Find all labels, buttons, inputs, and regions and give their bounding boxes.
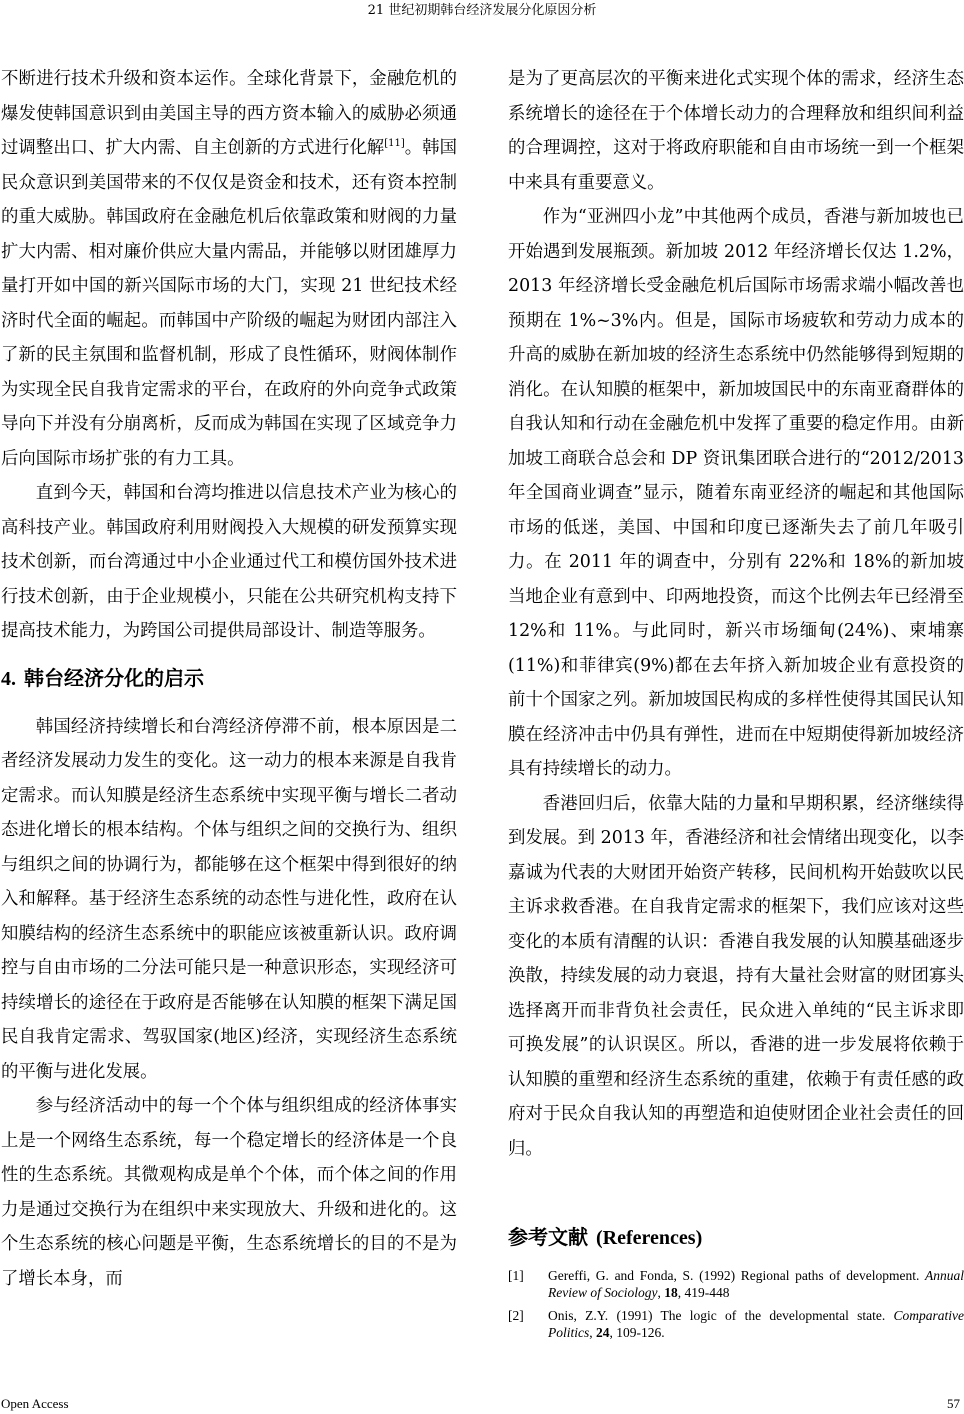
references-heading [508,1222,964,1253]
references-heading-en: (References) [596,1227,703,1249]
paragraph: 参与经济活动中的每一个个体与组织组成的经济体事实上是一个网络生态系统，每一个稳定增长的经济体是一个良性的生态系统。其微观构成是单个个体，而个体之间的作用力是通过交换行为在组织中来实现放大、升级和进化的。这个生态系统的核心问题是平衡，生态系统增长的目的不是为了增长本身，而 [1,1096,457,1289]
reference-authors: Gereffi, G. and Fonda, S. (1992) Regional paths of development. [548,1268,920,1283]
reference-volume: 18 [664,1285,678,1300]
right-column [508,62,964,1347]
paragraph [1,62,457,476]
paragraph: 作为“亚洲四小龙”中其他两个成员，香港与新加坡也已开始遇到发展瓶颈。新加坡 2012 年经济增长仅达 1.2%，2013 年经济增长受金融危机后国际市场需求端小幅改善也预期在 1%~3%内。但是，国际市场疲软和劳动力成本的升高的威胁在新加坡的经济生态系统中仍然能够得到短期的消化。在认知膜的框架中，新加坡国民中的东南亚裔群体的自我认知和行动在金融危机中发挥了重要的稳定作用。由新加坡工商联合总会和 DP 资讯集团联合进行的“2012/2013 年全国商业调查”显示，随着东南亚经济的崛起和其他国际市场的低迷，美国、中国和印度已逐渐失去了前几年吸引力。在 2011 年的调查中，分别有 22%和 18%的新加坡当地企业有意到中、印两地投资，而这个比例去年已经滑至 12%和 11%。与此同时，新兴市场缅甸(24%)、柬埔寨(11%)和菲律宾(9%)都在去年挤入新加坡企业有意投资的前十个国家之列。新加坡国民构成的多样性使得其国民认知膜在经济冲击中仍具有弹性，进而在中短期使得新加坡经济具有持续增长的动力。 [508,207,964,779]
section-number: 4. [1,667,16,690]
left-column [1,62,457,1296]
reference-authors: Onis, Z.Y. (1991) The logic of the developmental state. [548,1308,886,1323]
section-title: 韩台经济分化的启示 [24,665,204,690]
reference-journal: Comparative Politics [548,1308,964,1340]
footer-open-access: Open Access [1,1396,69,1411]
reference-pages: , 419-448 [677,1285,730,1300]
citation[interactable]: [11] [384,138,405,150]
paragraph: 直到今天，韩国和台湾均推进以信息技术产业为核心的高科技产业。韩国政府利用财阀投入大规模的研发预算实现技术创新，而台湾通过中小企业通过代工和模仿国外技术进行技术创新，由于企业规模小，只能在公共研究机构支持下提高技术能力，为跨国公司提供局部设计、制造等服务。 [1,483,457,641]
paragraph-text: 。韩国民众意识到美国带来的不仅仅是资金和技术，还有资本控制的重大威胁。韩国政府在金融危机后依靠政策和财阀的力量扩大内需、相对廉价供应大量内需品，并能够以财团雄厚力量打开如中国的新兴国际市场的大门，实现 21 世纪技术经济时代全面的崛起。而韩国中产阶级的崛起为财团内部注入了新的民主氛围和监督机制，形成了良性循环，财阀体制作为实现全民自我肯定需求的平台，在政府的外向竞争式政策导向下并没有分崩离析，反而成为韩国在实现了区域竞争力后向国际市场扩张的有力工具。 [1,138,457,469]
references-heading-cn: 参考文献 [508,1225,588,1249]
reference-volume: 24 [596,1325,610,1340]
reference-number: [2] [508,1308,524,1323]
paragraph-text: 不断进行技术升级和资本运作。全球化背景下，金融危机的爆发使韩国意识到由美国主导的西方资本输入的威胁必须通过调整出口、扩大内需、自主创新的方式进行化解 [1,69,457,158]
reference-item: [2] Onis, Z.Y. (1991) The logic of the developmental state. Comparative Politics, 24, 109-126. [508,1308,964,1340]
section-heading [1,663,457,694]
running-head: 21 世纪初期韩台经济发展分化原因分析 [367,3,597,18]
reference-item: [1] Gereffi, G. and Fonda, S. (1992) Regional paths of development. Annual Review of Sociology, 18, 419-448 [508,1268,964,1300]
reference-journal: Annual Review of Sociology [548,1268,964,1300]
paragraph: 香港回归后，依靠大陆的力量和早期积累，经济继续得到发展。到 2013 年，香港经济和社会情绪出现变化，以李嘉诚为代表的大财团开始资产转移，民间机构开始鼓吹以民主诉求救香港。在自我肯定需求的框架下，我们应该对这些变化的本质有清醒的认识：香港自我发展的认知膜基础逐步涣散，持续发展的动力衰退，持有大量社会财富的财团寡头选择离开而非背负社会责任，民众进入单纯的“民主诉求即可换发展”的认识误区。所以，香港的进一步发展将依赖于认知膜的重塑和经济生态系统的重建，依赖于有责任感的政府对于民众自我认知的再塑造和迫使财团企业社会责任的回归。 [508,793,964,1159]
page-number: 57 [947,1396,960,1411]
paragraph: 韩国经济持续增长和台湾经济停滞不前，根本原因是二者经济发展动力发生的变化。这一动力的根本来源是自我肯定需求。而认知膜是经济生态系统中实现平衡与增长二者动态进化增长的根本结构。个体与组织之间的交换行为、组织与组织之间的协调行为，都能够在这个框架中得到很好的纳入和解释。基于经济生态系统的动态性与进化性，政府在认知膜结构的经济生态系统中的职能应该被重新认识。政府调控与自由市场的二分法可能只是一种意识形态，实现经济可持续增长的途径在于政府是否能够在认知膜的框架下满足国民自我肯定需求、驾驭国家(地区)经济，实现经济生态系统的平衡与进化发展。 [1,716,457,1082]
paragraph: 是为了更高层次的平衡来进化式实现个体的需求，经济生态系统增长的途径在于个体增长动力的合理释放和组织间利益的合理调控，这对于将政府职能和自由市场统一到一个框架中来具有重要意义。 [508,69,964,193]
reference-pages: , 109-126. [609,1325,665,1340]
reference-list [508,1267,964,1341]
reference-number: [1] [508,1268,524,1283]
